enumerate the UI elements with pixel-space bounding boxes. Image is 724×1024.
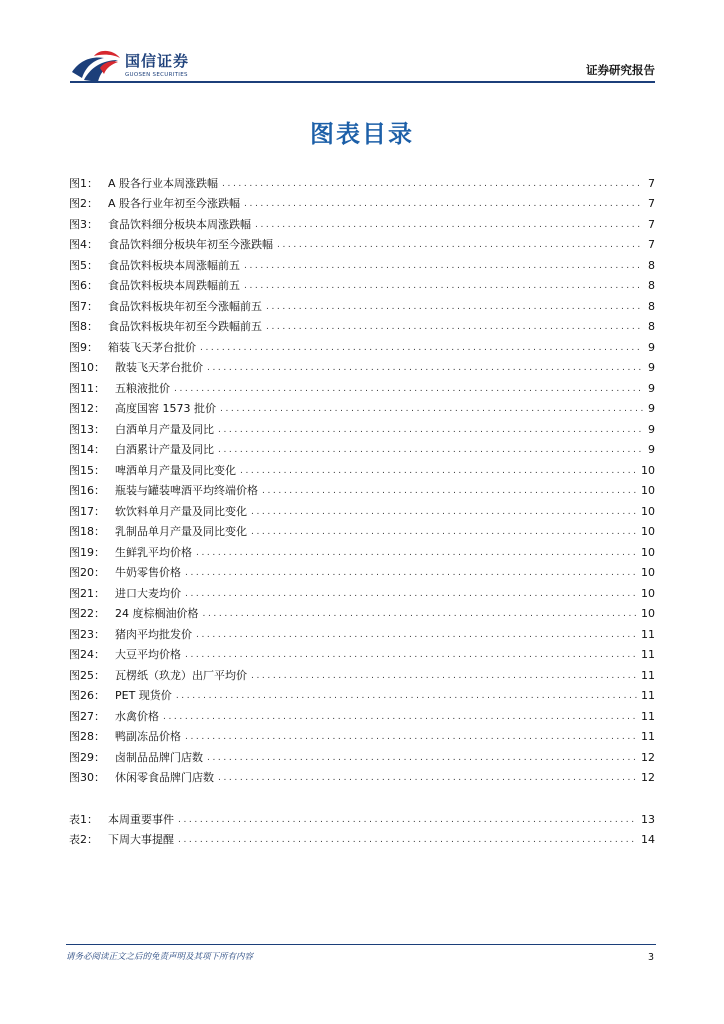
toc-entry-page: 10 <box>641 463 655 477</box>
dot-leader <box>178 833 637 847</box>
toc-entry-label: 图2： <box>69 197 98 210</box>
toc-entry-label: 图27： <box>69 709 105 723</box>
toc-entry-title: A 股各行业本周涨跌幅 <box>108 176 219 190</box>
figure-toc-row[interactable] <box>69 211 655 232</box>
dot-leader <box>218 771 637 785</box>
toc-entry-title: 卤制品品牌门店数 <box>115 750 203 764</box>
dot-leader <box>251 505 637 519</box>
figure-toc-row[interactable] <box>69 273 655 294</box>
toc-entry-page: 11 <box>641 648 655 661</box>
dot-leader <box>244 279 643 293</box>
footer-disclaimer: 请务必阅读正文之后的免责声明及其项下所有内容 <box>66 952 254 962</box>
toc-entry-page: 11 <box>641 668 655 682</box>
figure-toc-row[interactable] <box>69 580 655 601</box>
figure-toc-row[interactable] <box>69 744 655 765</box>
toc-entry-text <box>69 484 258 498</box>
dot-leader <box>185 587 637 601</box>
toc-entry-label: 图18： <box>69 525 105 538</box>
toc-entry-page: 7 <box>648 176 655 190</box>
dot-leader <box>220 402 643 416</box>
dot-leader <box>266 320 643 334</box>
toc-entry-label: 图1： <box>69 176 98 190</box>
toc-entry-label: 图28： <box>69 730 105 743</box>
toc-entry-page: 11 <box>641 627 655 641</box>
toc-entry-title: 食品饮料细分板块年初至今涨跌幅 <box>108 238 273 251</box>
toc-entry-text <box>69 648 181 662</box>
toc-entry-page: 9 <box>648 422 655 436</box>
toc-entry-label: 图15： <box>69 463 105 477</box>
toc-entry-label: 图21： <box>69 586 105 600</box>
toc-entry-text <box>69 771 214 785</box>
toc-entry-page: 13 <box>641 812 655 826</box>
toc-entry-title: 箱装飞天茅台批价 <box>108 340 196 354</box>
logo-text-cn: 国信证券 <box>125 52 190 70</box>
toc-entry-label: 图24： <box>69 648 105 661</box>
toc-entry-text <box>69 628 192 642</box>
toc-entry-label: 图10： <box>69 361 105 374</box>
toc-entry-title: 五粮液批价 <box>115 381 170 395</box>
toc-entry-label: 图13： <box>69 422 105 436</box>
toc-entry-label: 图3： <box>69 217 98 231</box>
toc-entry-text <box>69 177 218 191</box>
toc-entry-title: 鸭副冻品价格 <box>115 730 181 743</box>
figure-toc-row[interactable] <box>69 621 655 642</box>
table-toc-row[interactable] <box>69 827 655 848</box>
toc-entry-text <box>69 341 196 355</box>
toc-entry-text <box>69 238 273 252</box>
toc-entry-title: 本周重要事件 <box>108 812 174 826</box>
toc-entry-page: 8 <box>648 320 655 333</box>
figure-toc-row[interactable] <box>69 355 655 376</box>
toc-entry-text <box>69 259 240 273</box>
toc-entry-label: 表1： <box>69 812 98 826</box>
toc-entry-title: 24 度棕榈油价格 <box>115 607 199 620</box>
toc-entry-title: 瓶装与罐装啤酒平均终端价格 <box>115 484 258 497</box>
toc-entry-text <box>69 730 181 744</box>
toc-entry-title: 食品饮料细分板块本周涨跌幅 <box>108 217 251 231</box>
page-header <box>0 0 724 90</box>
toc-entry-title: A 股各行业年初至今涨跌幅 <box>108 197 241 210</box>
toc-entry-text <box>69 587 181 601</box>
toc-entry-label: 图26： <box>69 689 105 702</box>
figure-toc-row[interactable] <box>69 478 655 499</box>
toc-entry-page: 9 <box>648 402 655 415</box>
dot-leader <box>207 361 643 375</box>
toc-entry-page: 7 <box>648 217 655 231</box>
toc-entry-text <box>69 546 192 560</box>
toc-entry-text <box>69 218 251 232</box>
figure-toc-row[interactable] <box>69 642 655 663</box>
figure-toc-row[interactable] <box>69 724 655 745</box>
toc-entry-label: 图7： <box>69 299 98 313</box>
toc-entry-page: 8 <box>648 258 655 272</box>
toc-entry-label: 图16： <box>69 484 105 497</box>
toc-entry-text <box>69 751 203 765</box>
toc-entry-label: 图25： <box>69 668 105 682</box>
toc-entry-page: 11 <box>641 709 655 723</box>
toc-entry-title: PET 现货价 <box>115 689 172 702</box>
figure-toc-row[interactable] <box>69 662 655 683</box>
figure-toc-row[interactable] <box>69 416 655 437</box>
toc-entry-text <box>69 361 203 375</box>
toc-entry-label: 图29： <box>69 750 105 764</box>
toc-entry-page: 9 <box>648 340 655 354</box>
toc-entry-label: 图11： <box>69 381 105 395</box>
dot-leader <box>218 423 643 437</box>
toc-entry-page: 8 <box>648 299 655 313</box>
toc-entry-page: 10 <box>641 504 655 518</box>
figure-toc-row[interactable] <box>69 457 655 478</box>
toc-entry-page: 12 <box>641 750 655 764</box>
dot-leader <box>244 259 643 273</box>
dot-leader <box>185 566 637 580</box>
table-of-figures <box>69 170 655 847</box>
toc-entry-label: 图4： <box>69 238 98 251</box>
toc-entry-title: 软饮料单月产量及同比变化 <box>115 504 247 518</box>
toc-entry-title: 食品饮料板块年初至今跌幅前五 <box>108 320 262 333</box>
footer-divider <box>66 944 656 945</box>
toc-entry-page: 11 <box>641 730 655 743</box>
toc-entry-text <box>69 669 247 683</box>
dot-leader <box>207 751 637 765</box>
toc-entry-page: 14 <box>641 833 655 846</box>
toc-entry-text <box>69 566 181 580</box>
toc-entry-text <box>69 382 170 396</box>
toc-entry-label: 图17： <box>69 504 105 518</box>
toc-entry-page: 7 <box>648 238 655 251</box>
toc-entry-page: 12 <box>641 771 655 784</box>
toc-entry-page: 10 <box>641 607 655 620</box>
toc-entry-title: 牛奶零售价格 <box>115 566 181 579</box>
toc-entry-text <box>69 279 240 293</box>
toc-entry-page: 8 <box>648 279 655 292</box>
toc-entry-page: 10 <box>641 566 655 579</box>
page-number: 3 <box>647 952 654 963</box>
figure-toc-row[interactable] <box>69 560 655 581</box>
guosen-logo-icon <box>70 50 122 84</box>
report-type-label: 证券研究报告 <box>586 63 655 77</box>
dot-leader <box>218 443 643 457</box>
toc-entry-text <box>69 423 214 437</box>
toc-entry-text <box>69 197 240 211</box>
figure-toc-row[interactable] <box>69 170 655 191</box>
toc-entry-title: 下周大事提醒 <box>108 833 174 846</box>
figures-list <box>69 170 655 785</box>
toc-entry-title: 生鲜乳平均价格 <box>115 545 192 559</box>
toc-entry-title: 啤酒单月产量及同比变化 <box>115 463 236 477</box>
toc-entry-text <box>69 464 236 478</box>
figure-toc-row[interactable] <box>69 232 655 253</box>
logo-text-en: GUOSEN SECURITIES <box>125 72 188 78</box>
tables-list <box>69 806 655 847</box>
toc-entry-label: 图6： <box>69 279 98 292</box>
toc-entry-title: 猪肉平均批发价 <box>115 627 192 641</box>
dot-leader <box>203 607 638 621</box>
dot-leader <box>222 177 643 191</box>
toc-entry-page: 10 <box>641 525 655 538</box>
figure-toc-row[interactable] <box>69 703 655 724</box>
toc-entry-title: 散装飞天茅台批价 <box>115 361 203 374</box>
toc-entry-text <box>69 443 214 457</box>
header-divider <box>70 81 655 83</box>
dot-leader <box>251 525 637 539</box>
toc-entry-page: 10 <box>641 545 655 559</box>
figure-toc-row[interactable] <box>69 334 655 355</box>
toc-entry-title: 瓦楞纸（玖龙）出厂平均价 <box>115 668 247 682</box>
toc-entry-text <box>69 833 174 847</box>
toc-entry-label: 图22： <box>69 607 105 620</box>
dot-leader <box>185 648 637 662</box>
figure-toc-row[interactable] <box>69 539 655 560</box>
toc-entry-label: 图9： <box>69 340 98 354</box>
dot-leader <box>196 628 637 642</box>
toc-entry-title: 大豆平均价格 <box>115 648 181 661</box>
dot-leader <box>277 238 643 252</box>
dot-leader <box>255 218 643 232</box>
figure-toc-row[interactable] <box>69 314 655 335</box>
dot-leader <box>200 341 643 355</box>
toc-entry-page: 7 <box>648 197 655 210</box>
toc-entry-title: 进口大麦均价 <box>115 586 181 600</box>
figure-toc-row[interactable] <box>69 437 655 458</box>
toc-entry-label: 图30： <box>69 771 105 784</box>
dot-leader <box>244 197 643 211</box>
toc-entry-page: 9 <box>648 443 655 456</box>
figure-toc-row[interactable] <box>69 375 655 396</box>
toc-entry-title: 食品饮料板块本周跌幅前五 <box>108 279 240 292</box>
toc-entry-text <box>69 505 247 519</box>
toc-entry-page: 9 <box>648 381 655 395</box>
figure-toc-row[interactable] <box>69 252 655 273</box>
toc-entry-title: 白酒单月产量及同比 <box>115 422 214 436</box>
table-toc-row[interactable] <box>69 806 655 827</box>
toc-entry-text <box>69 689 172 703</box>
dot-leader <box>178 813 637 827</box>
toc-entry-label: 图19： <box>69 545 105 559</box>
toc-entry-page: 11 <box>641 689 655 702</box>
toc-entry-label: 图12： <box>69 402 105 415</box>
figure-toc-row[interactable] <box>69 191 655 212</box>
toc-entry-text <box>69 402 216 416</box>
toc-entry-label: 图5： <box>69 258 98 272</box>
dot-leader <box>163 710 637 724</box>
toc-entry-title: 高度国窖 1573 批价 <box>115 402 216 415</box>
toc-entry-page: 10 <box>641 484 655 497</box>
toc-entry-label: 表2： <box>69 833 98 846</box>
figure-toc-row[interactable] <box>69 396 655 417</box>
toc-entry-label: 图23： <box>69 627 105 641</box>
toc-entry-text <box>69 525 247 539</box>
toc-entry-label: 图20： <box>69 566 105 579</box>
toc-entry-label: 图8： <box>69 320 98 333</box>
dot-leader <box>185 730 637 744</box>
figure-toc-row[interactable] <box>69 498 655 519</box>
toc-entry-title: 乳制品单月产量及同比变化 <box>115 525 247 538</box>
toc-entry-title: 水禽价格 <box>115 709 159 723</box>
dot-leader <box>196 546 637 560</box>
dot-leader <box>262 484 637 498</box>
toc-entry-text <box>69 813 174 827</box>
dot-leader <box>176 689 637 703</box>
dot-leader <box>251 669 637 683</box>
toc-entry-title: 食品饮料板块年初至今涨幅前五 <box>108 299 262 313</box>
toc-entry-page: 9 <box>648 361 655 374</box>
toc-entry-title: 食品饮料板块本周涨幅前五 <box>108 258 240 272</box>
page-title: 图表目录 <box>310 120 414 148</box>
toc-entry-text <box>69 710 159 724</box>
toc-entry-title: 白酒累计产量及同比 <box>115 443 214 456</box>
figure-toc-row[interactable] <box>69 765 655 786</box>
dot-leader <box>240 464 637 478</box>
figure-toc-row[interactable] <box>69 601 655 622</box>
toc-entry-text <box>69 607 199 621</box>
toc-entry-text <box>69 300 262 314</box>
toc-entry-text <box>69 320 262 334</box>
dot-leader <box>266 300 643 314</box>
figure-toc-row[interactable] <box>69 683 655 704</box>
figure-toc-row[interactable] <box>69 293 655 314</box>
toc-entry-title: 休闲零食品牌门店数 <box>115 771 214 784</box>
dot-leader <box>174 382 643 396</box>
section-gap <box>69 785 655 806</box>
toc-entry-page: 10 <box>641 586 655 600</box>
toc-entry-label: 图14： <box>69 443 105 456</box>
figure-toc-row[interactable] <box>69 519 655 540</box>
